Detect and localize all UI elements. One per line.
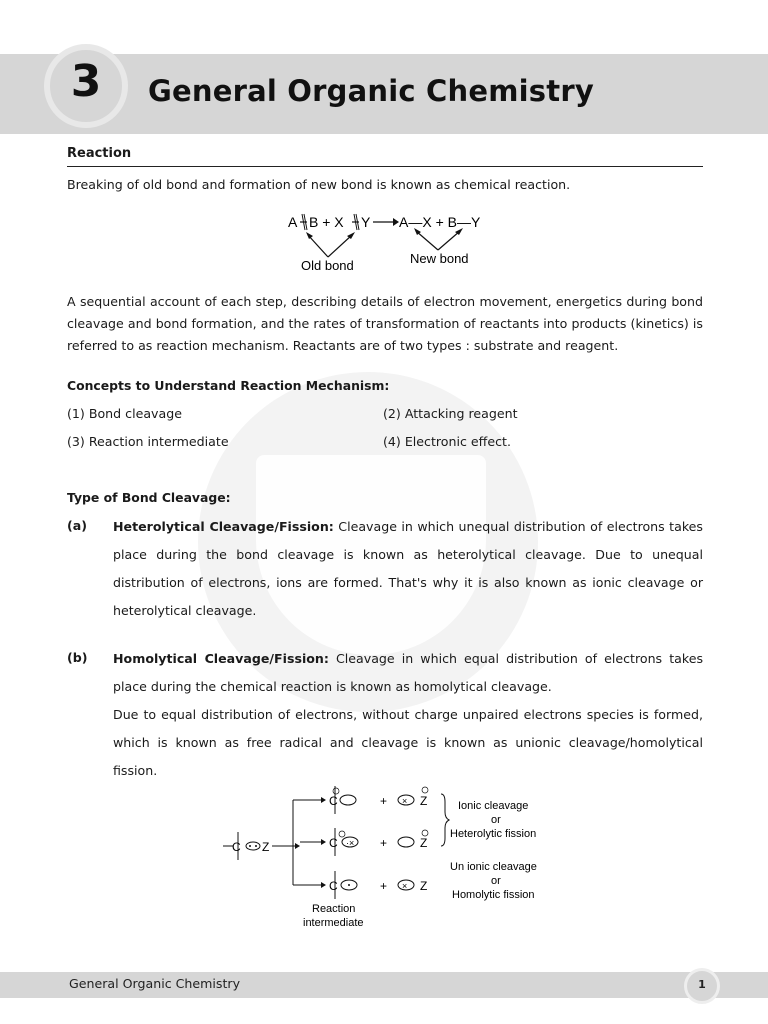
equation-lhs-bx: B + X [309, 214, 344, 230]
cation-z: Z [420, 836, 428, 850]
unionic-label-1: Un ionic cleavage [450, 861, 537, 873]
svg-text:×: × [402, 796, 408, 806]
concept-item: (2) Attacking reagent [383, 406, 518, 421]
concept-item: (3) Reaction intermediate [67, 434, 229, 449]
svg-text:·×: ·× [346, 838, 355, 848]
equation-lhs-y: Y [361, 214, 371, 230]
item-b-title: Homolytical Cleavage/Fission: [113, 651, 329, 666]
item-a-body [113, 513, 703, 625]
equation-rhs: A—X + B—Y [399, 214, 481, 230]
reaction-heading: Reaction [67, 146, 132, 161]
bond-cleavage-heading: Type of Bond Cleavage: [67, 490, 231, 505]
equation-lhs-a: A [288, 214, 298, 230]
ionic-label-3: Heterolytic fission [450, 828, 537, 840]
intermediate-label-2: intermediate [303, 917, 364, 929]
carbocation-carbon: C [329, 794, 338, 808]
concepts-heading: Concepts to Understand Reaction Mechanism: [67, 378, 390, 393]
concept-item: (1) Bond cleavage [67, 406, 182, 421]
ionic-label-1: Ionic cleavage [458, 800, 529, 812]
unionic-label-3: Homolytic fission [452, 889, 535, 901]
item-b-body [113, 645, 703, 701]
item-b-text2: Due to equal distribution of electrons, without charge unpaired electrons species is formed, which is known as free radical and cleavage is known as unionic cleavage/homolytical fission. [113, 707, 703, 778]
concept-item: (4) Electronic effect. [383, 434, 511, 449]
radical-carbon: C [329, 879, 338, 893]
anion-z: Z [420, 794, 428, 808]
old-bond-label: Old bond [301, 258, 354, 273]
chapter-title: General Organic Chemistry [148, 74, 594, 108]
chapter-number: 3 [70, 56, 102, 107]
reaction-equation-figure [280, 205, 500, 280]
intermediate-label-1: Reaction [312, 903, 356, 915]
reaction-definition: Breaking of old bond and formation of new bond is known as chemical reaction. [67, 177, 571, 192]
item-a-text: Cleavage in which unequal distribution of electrons takes place during the bond cleavage is known as heterolytical cleavage. Due to unequal distribution of electrons, ions are formed. That's why it is also known as ionic cleavage or heterolytical cleavage. [113, 519, 703, 618]
item-b-label: (b) [67, 650, 88, 665]
item-a-title: Heterolytical Cleavage/Fission: [113, 519, 334, 534]
bond-cleavage-diagram [215, 782, 555, 932]
mechanism-paragraph: A sequential account of each step, describing details of electron movement, energetics during bond cleavage and bond formation, and the rates of transformation of reactants into products (kinetics) is referred to as reaction mechanism. Reactants are of two types : substrate and reagent. [67, 294, 703, 353]
svg-text:×: × [402, 881, 408, 891]
ionic-label-2: or [491, 814, 501, 826]
radical-z: Z [420, 879, 428, 893]
item-b-text: Cleavage in which equal distribution of electrons takes place during the chemical reaction is known as homolytical cleavage. [113, 651, 704, 694]
unionic-label-2: or [491, 875, 501, 887]
carbanion-carbon: C [329, 836, 338, 850]
page-number: 1 [698, 978, 706, 991]
new-bond-label: New bond [410, 251, 469, 266]
plus-sign: + [380, 794, 388, 808]
item-a-label: (a) [67, 518, 88, 533]
section-divider [67, 166, 703, 167]
reactant-carbon: C [232, 840, 241, 854]
plus-sign: + [380, 879, 388, 893]
footer-title: General Organic Chemistry [69, 976, 241, 991]
plus-sign: + [380, 836, 388, 850]
reactant-z: Z [262, 840, 270, 854]
